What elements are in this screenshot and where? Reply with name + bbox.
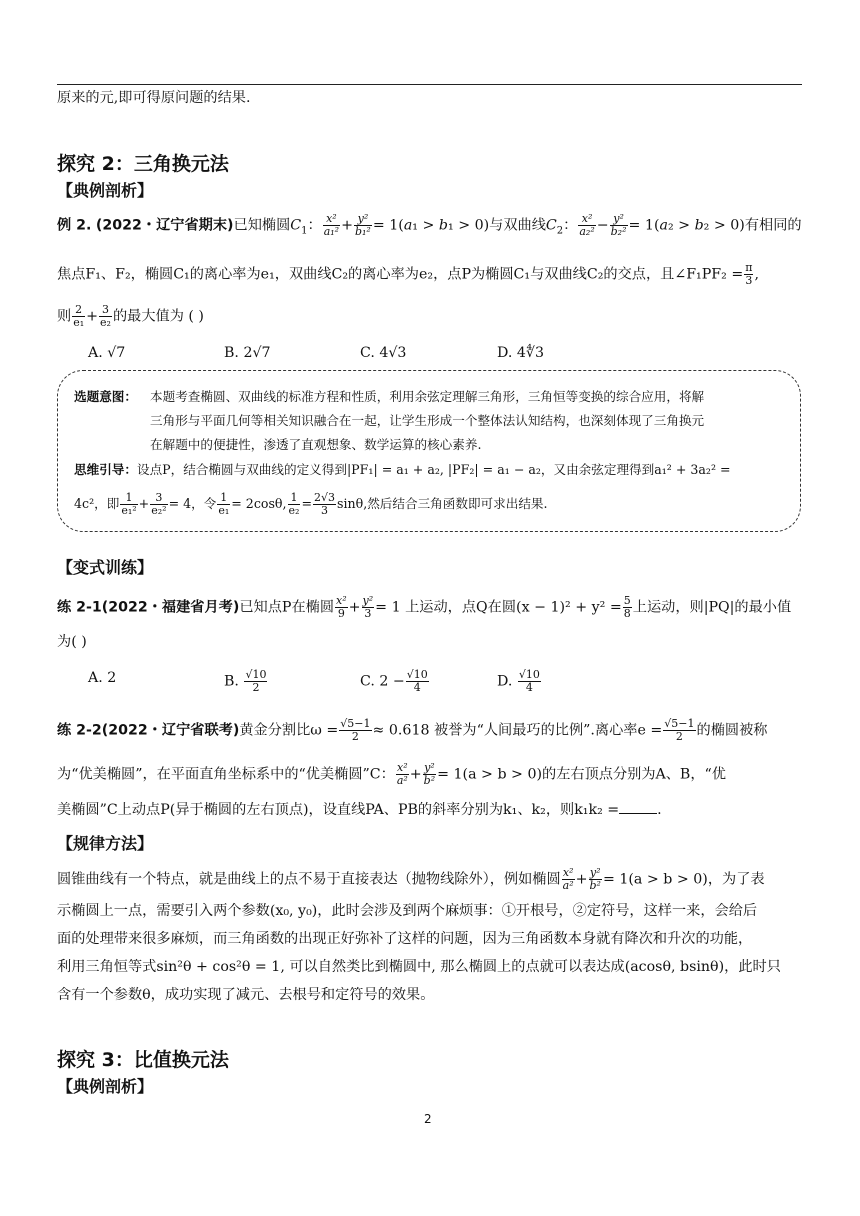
practice-2-2-line-1: 练 2-2(2022・辽宁省联考)黄金分割比ω = $\frac{√5-1}{2}$ ≈ 0.618 被誉为“人间最巧的比例”.离心率e = $\frac{√5-1}{2}$ 的椭圆被称 (57, 717, 768, 743)
practice-2-1-option-a: A. 2 (88, 670, 117, 686)
section-3-example-heading: 【典例剖析】 (57, 1077, 154, 1096)
analysis-intent-line-2: 三角形与平面几何等相关知识融合在一起，让学生形成一个整体法认知结构，也深刻体现了三角换元 (150, 413, 705, 428)
practice-2-1-label: 练 2-1 (57, 599, 102, 616)
practice-2-1-option-d: D. $\frac{√10}{4}$ (497, 668, 540, 694)
section-3-title: 探究 3：比值换元法 (57, 1049, 229, 1071)
section-2-example-heading: 【典例剖析】 (57, 181, 154, 200)
section-2-title: 探究 2：三角换元法 (57, 153, 229, 175)
section-2-variant-heading: 【变式训练】 (57, 558, 154, 577)
practice-2-1-source: (2022・福建省月考) (101, 599, 240, 616)
analysis-intent-label: 选题意图： (74, 389, 137, 404)
example-2-line-1: 例 2. (2022・辽宁省期末)已知椭圆$C_1$： $\frac{\text{x²}}{\text{a₁²}}$ + $\frac{\text{y²}}{\text{b₁²}}$ = 1(a₁ > b₁ > 0)与双曲线$C_2$： $\frac{\text{x²}}{\text{a₂²}}$ − $\frac{\text{y²}}{\text{b₂²}}$ = 1(a₂ > b₂ > 0)有相同的 (57, 212, 802, 238)
section-2-rule-heading: 【规律方法】 (57, 834, 154, 853)
analysis-guide-line-1: 思维引导：设点P，结合椭圆与双曲线的定义得到|PF₁| = a₁ + a₂, |PF₂| = a₁ − a₂，又由余弦定理得到a₁² + 3a₂² = (74, 462, 731, 477)
practice-2-2-label: 练 2-2 (57, 722, 102, 739)
practice-2-2-source: (2022・辽宁省联考) (101, 722, 240, 739)
example-2-line-3: 则 $\frac{2}{\text{e₁}}$ + $\frac{3}{\text{e₂}}$ 的最大值为 ( ) (57, 303, 204, 329)
answer-blank (619, 813, 657, 814)
analysis-guide-line-2: 4c²，即 $\frac{1}{\text{e₁²}}$ + $\frac{3}{\text{e₂²}}$ = 4，令 $\frac{1}{\text{e₁}}$ = 2cosθ, $\frac{1}{\text{e₂}}$ = $\frac{2√3}{3}$ sinθ,然后结合三角函数即可求出结果. (74, 491, 548, 517)
rule-line-3: 面的处理带来很多麻烦，而三角函数的出现正好弥补了这样的问题，因为三角函数本身就有降次和升次的功能， (57, 931, 753, 947)
header-rule (57, 84, 802, 85)
rule-line-4: 利用三角恒等式sin²θ + cos²θ = 1, 可以自然类比到椭圆中, 那么椭圆上的点就可以表达成(acosθ, bsinθ)，此时只 (57, 959, 781, 975)
rule-line-5: 含有一个参数θ，成功实现了减元、去根号和定符号的效果。 (57, 987, 435, 1003)
page-number: 2 (424, 1112, 432, 1126)
practice-2-2-line-3: 美椭圆”C上动点P(异于椭圆的左右顶点)，设直线PA、PB的斜率分别为k₁、k₂，则k₁k₂ = . (57, 802, 662, 818)
example-2-source: (2022・辽宁省期末) (95, 217, 234, 234)
practice-2-1-line-2: 为( ) (57, 634, 87, 650)
example-2-line-2: 焦点F₁、F₂，椭圆C₁的离心率为e₁，双曲线C₂的离心率为e₂，点P为椭圆C₁与双曲线C₂的交点，且∠F₁PF₂ = $\frac{\pi}{3}$ , (57, 261, 759, 287)
practice-2-2-line-2: 为“优美椭圆”，在平面直角坐标系中的“优美椭圆”C： $\frac{\text{x²}}{\text{a²}}$ + $\frac{\text{y²}}{\text{b²}}$ = 1(a > b > 0)的左右顶点分别为A、B，“优 (57, 761, 726, 787)
rule-line-1: 圆锥曲线有一个特点，就是曲线上的点不易于直接表达（抛物线除外），例如椭圆 $\frac{\text{x²}}{\text{a²}}$ + $\frac{\text{y²}}{\text{b²}}$ = 1(a > b > 0)，为了表 (57, 866, 765, 892)
top-line: 原来的元,即可得原问题的结果. (57, 90, 251, 106)
analysis-intent-line-1: 本题考查椭圆、双曲线的标准方程和性质，利用余弦定理解三角形，三角恒等变换的综合应用，将解 (150, 389, 705, 404)
example-2-option-a: A. √7 (88, 345, 126, 361)
practice-2-1-option-b: B. $\frac{√10}{2}$ (224, 668, 267, 694)
practice-2-1-option-c: C. 2 − $\frac{√10}{4}$ (360, 668, 428, 694)
example-2-label: 例 2. (57, 217, 92, 234)
rule-line-2: 示椭圆上一点，需要引入两个参数(x₀, y₀)，此时会涉及到两个麻烦事：①开根号，②定符号，这样一来，会给后 (57, 903, 758, 919)
practice-2-1-line-1: 练 2-1(2022・福建省月考)已知点P在椭圆 $\frac{\text{x²}}{9}$ + $\frac{\text{y²}}{3}$ = 1 上运动，点Q在圆(x − 1)² + y² = $\frac{5}{8}$ 上运动，则|PQ|的最小值 (57, 594, 792, 620)
example-2-option-c: C. 4√3 (360, 345, 407, 361)
analysis-intent-line-3: 在解题中的便捷性，渗透了直观想象、数学运算的核心素养. (150, 437, 482, 452)
example-2-text: 已知椭圆 (233, 217, 291, 234)
example-2-option-d: D. 4∜3 (497, 345, 544, 361)
example-2-option-b: B. 2√7 (224, 345, 271, 361)
